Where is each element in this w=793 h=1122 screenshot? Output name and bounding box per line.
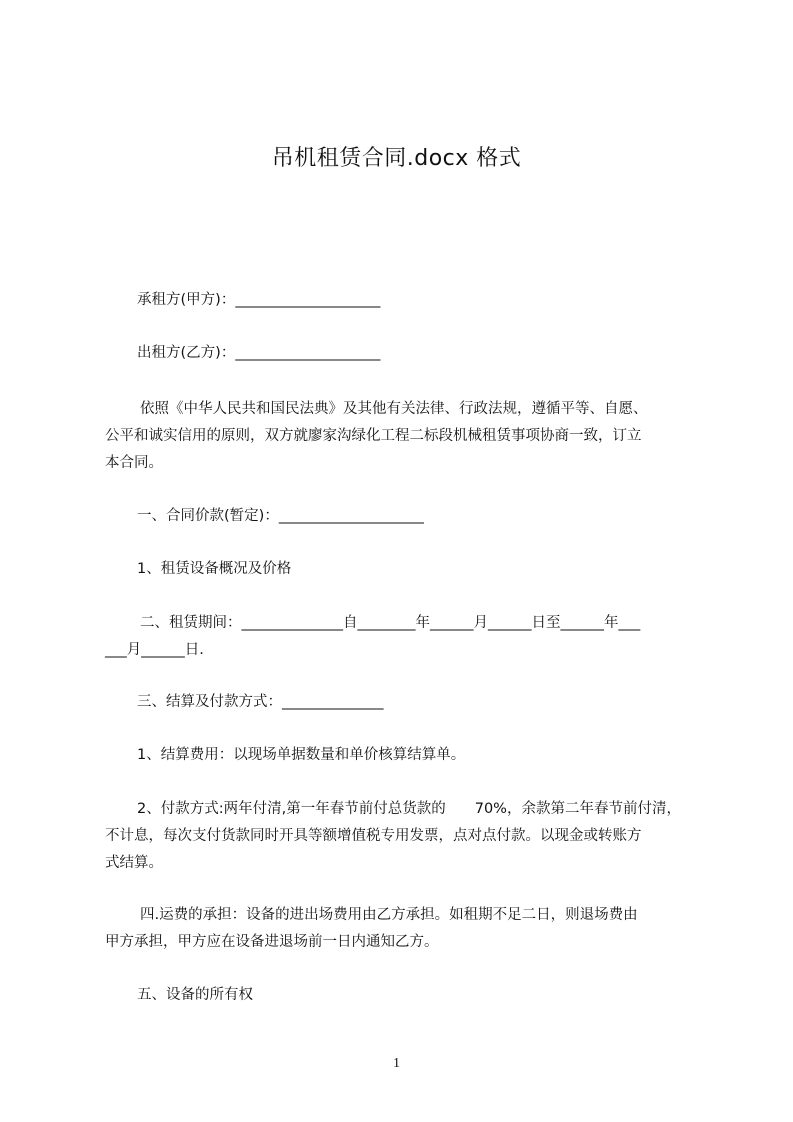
section-4-line-1: 四.运费的承担：设备的进出场费用由乙方承担。如租期不足二日，则退场费由 <box>140 907 638 923</box>
preamble-line-2: 公平和诚实信用的原则，双方就廖家沟绿化工程二标段机械租赁事项协商一致，订立 <box>105 428 642 444</box>
section-3-item-2-line-2: 不计息，每次支付货款同时开具等额增值税专用发票，点对点付款。以现金或转账方 <box>105 828 642 844</box>
preamble-line-3: 本合同。 <box>105 455 163 471</box>
section-1-item-1: 1、租赁设备概况及价格 <box>137 561 292 577</box>
section-2-line-2: ___月______日. <box>105 642 204 658</box>
section-3-item-1: 1、结算费用：以现场单据数量和单价核算结算单。 <box>137 747 466 763</box>
lessee-line: 承租方(甲方)：____________________ <box>137 292 381 308</box>
section-5-heading: 五、设备的所有权 <box>137 987 253 1003</box>
preamble-line-1: 依照《中华人民共和国民法典》及其他有关法律、行政法规，遵循平等、自愿、 <box>140 401 648 417</box>
document-title: 吊机租赁合同.docx 格式 <box>271 146 522 171</box>
lessor-line: 出租方(乙方)：____________________ <box>137 345 381 361</box>
page-number: 1 <box>393 1056 400 1071</box>
section-3-item-2-line-3: 式结算。 <box>105 855 163 871</box>
section-3-heading: 三、结算及付款方式：______________ <box>137 694 384 710</box>
section-3-item-2-line-1: 2、付款方式:两年付清,第一年春节前付总货款的 70%，余款第二年春节前付清， <box>137 801 681 817</box>
section-2-line-1: 二、租赁期间：______________自________年______月______日至______年___ <box>140 615 641 631</box>
section-4-line-2: 甲方承担，甲方应在设备进退场前一日内通知乙方。 <box>105 934 439 950</box>
section-1-heading: 一、合同价款(暂定)：____________________ <box>137 508 424 524</box>
